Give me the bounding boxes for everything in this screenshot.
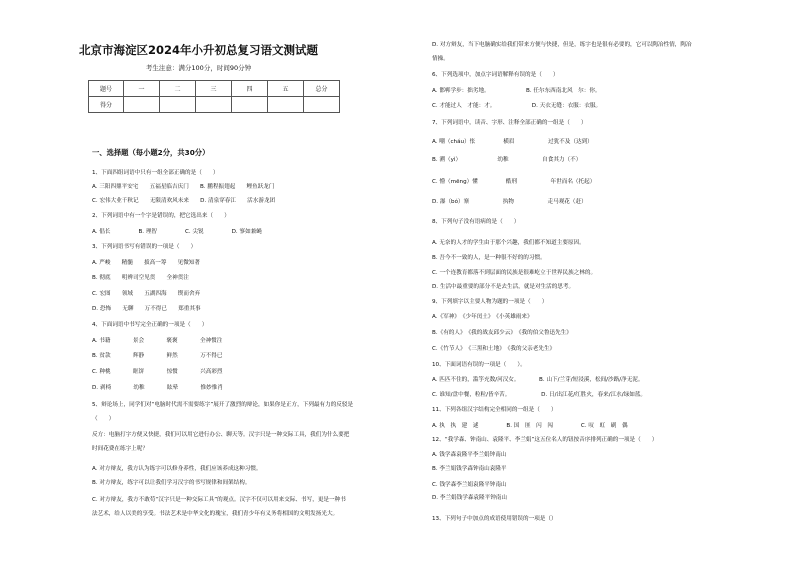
question-line: D. 剥椅 幼稚 眩晕 惟妙惟肖	[92, 385, 223, 391]
question-line: C. 一个连教育都落不到层面的民族是很难屹立于世界民族之林的。	[432, 270, 597, 276]
question-line: C. 才能过人 才能：才。 D. 天衣无缝：衣服：衣服。	[432, 103, 602, 109]
question-line: A.《军神》 《少年闰土》 《小英雄雨来》	[432, 314, 533, 320]
question-line: C. 懵（mēng）懂 酷刑 年世而名（托起）	[432, 179, 596, 185]
question-line: A. 匹匹不住的，滥竽充数/河汉女。 B. 山下/兰芽/短浸溪，松间/沙路/净无泥。	[432, 377, 644, 383]
question-line: 反方：电脑打字方便又快捷，我们可以用它进行办公、聊天等。汉字只是一种交际工具，我们为什么要把	[92, 432, 350, 438]
question-line: C. 谁知/盘中餐，粒粒/皆辛苦。 D. 日/出江花/红胜火，春来/江水/绿如蓝。	[432, 392, 647, 398]
score-value-row	[89, 97, 340, 113]
score-input-cell[interactable]	[124, 97, 160, 113]
question-line: 4、下面词语中书写完全正确的一项是（ ）	[92, 322, 208, 328]
question-line: B. 彻底 明辨司空见贯 全神贯注	[92, 275, 189, 281]
question-line: D. 恐怖 无聊 万不得已 郑重其事	[92, 306, 201, 312]
score-header-cell: 一	[124, 81, 160, 97]
question-line: A. 嘲（cháu）怅 横眉 过犹不及（达到）	[432, 139, 593, 145]
question-line: A. 书籍 景会 褒褒 全神惯注	[92, 338, 223, 344]
question-line: C. 宏伟大业千秋记 无限清欢风未来 D. 清泉穿春江 活水游龙团	[92, 198, 276, 204]
question-line: C. 宏图 领域 五湖四海 锲而舍弃	[92, 291, 201, 297]
question-line: A. 邯郸学步：拙劣地。 B. 任尔东西南北风 尔：你。	[432, 88, 601, 94]
score-header-cell: 总分	[304, 81, 340, 97]
question-line: D. 对方辩友，当下电脑确实给我们带来方便与快捷，但是，练字也是很有必要的，它可以陶冶性情，陶冶	[432, 42, 692, 48]
question-line: （ ）	[92, 416, 115, 422]
score-input-cell[interactable]	[304, 97, 340, 113]
question-line: D. 瀑（bó）寨 执物 走马观花（赶）	[432, 199, 587, 205]
question-line: B. 溯（yì） 幼稚 自食其力（不）	[432, 157, 582, 163]
exam-title: 北京市海淀区2024年小升初总复习语文测试题	[78, 43, 318, 57]
question-line: 8、下列句子没有语病的是（ ）	[432, 219, 520, 225]
question-line: A. 对方辩友，我方认为练字可以修身养性，我们应该养成这种习惯。	[92, 466, 262, 472]
question-line: 5、辩论场上，同学们对“电脑时代需不需要练字”展开了激烈的辩论，如果你是正方，下列最有力的反驳是	[92, 402, 354, 408]
score-header-cell: 四	[232, 81, 268, 97]
question-line: 7、下列词语中，读音、字形、注释全部正确的一组是（ ）	[432, 120, 587, 126]
question-line: A. 执 执 建 逑 B. 国 匪 闪 闯 C. 叹 虹 刷 偶	[432, 423, 628, 429]
score-input-cell[interactable]	[268, 97, 304, 113]
question-line: C.《竹节人》 《三黑和土地》 《我的父亲老先生》	[432, 346, 556, 352]
score-input-cell[interactable]	[232, 97, 268, 113]
question-line: C. 种桃 眶饼 惊惯 兴高彩烈	[92, 369, 223, 375]
question-line: 1、下面四组词语中只有一组全部正确的是（ ）	[92, 170, 219, 176]
question-line: D. 李兰娟钱学森袁隆平钟南山	[432, 495, 507, 501]
exam-subtitle: 考生注意：满分100分，时间90分钟	[145, 64, 252, 72]
score-header-cell: 二	[160, 81, 196, 97]
score-row-label: 得分	[89, 97, 124, 113]
question-line: 12、“我学森、钟南山、袁隆平、李兰娟”这五位名人的钮按音序排列正确的一项是（ ）	[432, 437, 658, 443]
question-line: A. 严峻 精髓 拔高一筹 见微知著	[92, 260, 200, 266]
score-header-cell: 三	[196, 81, 232, 97]
question-line: C. 对方辩友，我方不敢苟“汉字只是一种交际工具”的观点。汉字不仅可以用来交际、书写，更是一种书	[92, 497, 346, 503]
section-heading: 一、选择题（每小题2分，共30分）	[92, 148, 210, 157]
question-line: B. 贫款 辉静 鲜然 万不得已	[92, 353, 223, 359]
score-header-row	[89, 81, 340, 97]
question-line: 13、下列句子中加点的成语使用错误的一项是（）	[432, 516, 557, 522]
question-line: A. 无奈的人才的学生由于那个兴趣，我们都不知道主要原因。	[432, 240, 585, 246]
score-header-cell: 题号	[89, 81, 124, 97]
question-line: A. 倡长 B. 理智 C. 尖锐 D. 寥如兼蝇	[92, 229, 262, 235]
question-line: C. 钱学森李兰娟袁隆平钟南山	[432, 482, 507, 488]
question-line: B. 吾今不一致的人，是一种很不好的的习惯。	[432, 255, 546, 261]
score-input-cell[interactable]	[160, 97, 196, 113]
question-line: 法艺术，给人以美的享受。书法艺术是中华文化的瑰宝，我们青少年有义务将相国的文明发扬光大。	[92, 511, 339, 517]
question-line: 时间花费在练字上呢？	[92, 446, 148, 452]
question-line: 9、下列填字以主要人物为题的一项是（ ）	[432, 299, 548, 305]
question-line: A. 三阳四鼎平安宅 五福星临吉庆门 B. 鹏程振翅起 鲤鱼跃龙门	[92, 184, 275, 190]
question-line: 6、下列选项中，加点字词语解释有误的是（ ）	[432, 72, 559, 78]
question-line: 2、下列词语中有一个字是错误的，把它选出来（ ）	[92, 213, 230, 219]
question-line: A. 钱学森袁隆平李兰娟钟南山	[432, 452, 507, 458]
question-line: 3、下列词语书写有错误的一项是（ ）	[92, 244, 197, 250]
question-line: 11、下列各组汉字结构完全相同的一组是（ ）	[432, 407, 557, 413]
question-line: B.《有的人》 《我的战友邱少云》 《我的伯父鲁迅先生》	[432, 330, 572, 336]
score-table	[88, 80, 340, 113]
question-line: B. 李兰娟钱学森钟南山袁隆平	[432, 466, 507, 472]
question-line: 情操。	[432, 56, 449, 62]
score-input-cell[interactable]	[196, 97, 232, 113]
question-line: B. 对方辩友，练字可以让我们学习汉字的书写规律和间架结构。	[92, 480, 251, 486]
question-line: 10、下面词语有误的一项是（ ）。	[432, 362, 526, 368]
question-line: D. 生活中最重要的部分不是去生活，就是对生活的思考。	[432, 284, 575, 290]
score-header-cell: 五	[268, 81, 304, 97]
